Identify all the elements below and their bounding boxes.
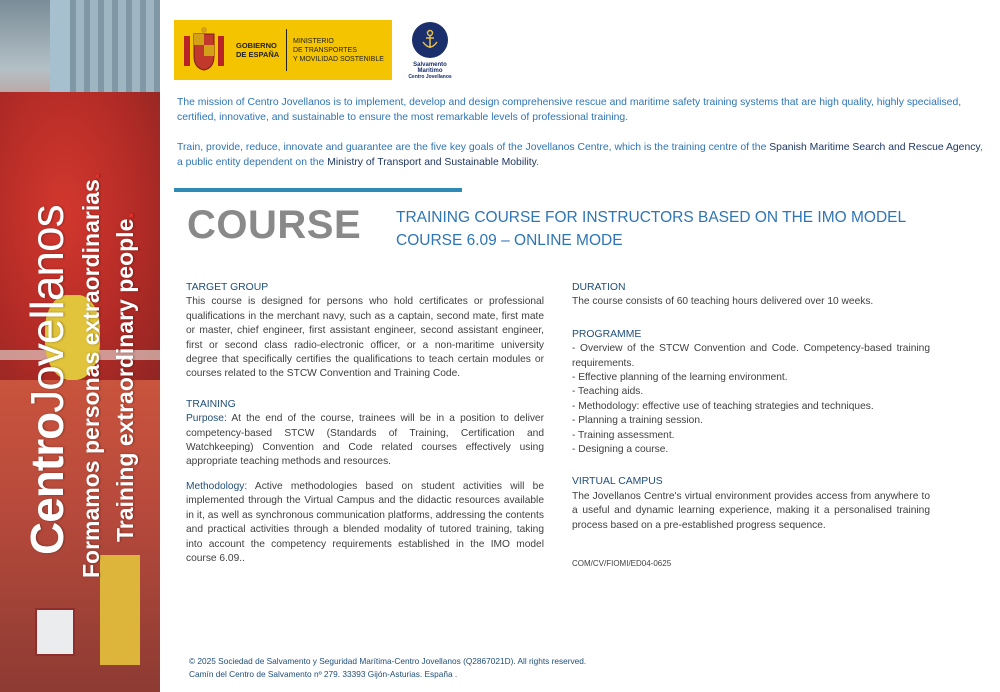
programme-item: - Methodology: effective use of teaching strategies and techniques. — [572, 400, 874, 412]
target-group-heading: TARGET GROUP — [186, 282, 269, 293]
document-code: COM/CV/FIOMI/ED04-0625 — [572, 559, 672, 569]
ministry-link: Ministry of Transport and Sustainable Mobility — [327, 157, 537, 168]
training-purpose: Purpose: At the end of the course, trainees will be in a position to deliver competency-based STCW (Standards of Training, Certification and Watchkeeping) Convention and Code related courses effectively using appropriate teaching methods and resources. — [186, 413, 544, 468]
coat-of-arms-icon — [178, 24, 230, 76]
salvamento-maritimo-logo — [400, 22, 460, 80]
programme-item: - Effective planning of the learning environment. — [572, 372, 788, 384]
copyright-text: © 2025 Sociedad de Salvamento y Seguridad Marítima-Centro Jovellanos (Q2867021D). All rights reserved. — [189, 656, 587, 666]
mission-paragraph: The mission of Centro Jovellanos is to implement, develop and design comprehensive rescue and maritime safety training systems that are high quality, highly specialised, certified, innovative, and sustainable to ensure the most remarkable levels of professional training. — [177, 97, 962, 123]
tagline-spanish: Formamos personas extraordinarias. — [78, 172, 104, 578]
footer — [189, 655, 586, 681]
section-divider — [174, 188, 462, 192]
anchor-emblem-icon — [412, 22, 448, 58]
sm-subname: Centro Jovellanos — [408, 74, 452, 80]
programme-heading: PROGRAMME — [572, 328, 642, 340]
sm-name: Salvamento Marítimo — [413, 62, 447, 74]
programme-item: - Training assessment. — [572, 429, 675, 441]
brand-wordmark: CentroJovellanos — [21, 205, 73, 555]
duration-text: The course consists of 60 teaching hours delivered over 10 weeks. — [572, 296, 874, 308]
government-logo — [174, 20, 392, 80]
goals-paragraph: Train, provide, reduce, innovate and guarantee are the five key goals of the Jovellanos Centre, which is the training centre of the Spanish Maritime Search and Rescue Agency, a public entity dependent on the Ministry of Transport and Sustainable Mobility. — [177, 142, 983, 168]
tagline-english: Training extraordinary people. — [112, 212, 138, 542]
sidebar-photo — [0, 0, 160, 692]
right-column — [572, 281, 930, 572]
programme-item: - Teaching aids. — [572, 386, 644, 398]
ministerio-text: MINISTERIO DE TRANSPORTES Y MOVILIDAD SOSTENIBLE — [293, 37, 384, 63]
programme-item: - Planning a training session. — [572, 415, 703, 427]
left-column — [186, 281, 544, 566]
target-group-text: This course is designed for persons who hold certificates or professional qualifications in the merchant navy, such as a captain, second mate, first mate or master, chief engineer, first assistant engineer, second assistant engineer, first or second class radio-electronic officer, or a non-maritime university degree that specifically certifies the qualifications to teach certain modules or courses related to the STCW Convention and Training Code. — [186, 296, 544, 380]
virtual-campus-text: The Jovellanos Centre's virtual environment provides access from anywhere to a useful and dynamic learning experience, making it a personalised training process based on a pre-established progress sequence. — [572, 490, 930, 531]
programme-list — [572, 342, 930, 457]
course-title: TRAINING COURSE FOR INSTRUCTORS BASED ON THE IMO MODEL COURSE 6.09 – ONLINE MODE — [396, 209, 907, 249]
programme-item: - Overview of the STCW Convention and Code. Competency-based training requirements. — [572, 343, 930, 369]
course-label: COURSE — [187, 203, 362, 247]
virtual-campus-heading: VIRTUAL CAMPUS — [572, 476, 663, 488]
address-text: Camín del Centro de Salvamento nº 279. 33393 Gijón-Asturias. España . — [189, 669, 458, 679]
training-methodology: Methodology: Active methodologies based on student activities will be implemented through the Virtual Campus and the didactic resources available in it, as well as synchronous communication platforms, addressing the contents and practical activities through a blended modality of tutored training, taking into account the competency requirements established in the IMO model course 6.09.. — [186, 480, 544, 564]
agency-link: Spanish Maritime Search and Rescue Agency — [769, 142, 980, 153]
training-heading: TRAINING — [186, 398, 236, 410]
programme-item: - Designing a course. — [572, 444, 669, 456]
gobierno-text: GOBIERNO DE ESPAÑA — [236, 41, 280, 59]
duration-heading: DURATION — [572, 282, 626, 293]
